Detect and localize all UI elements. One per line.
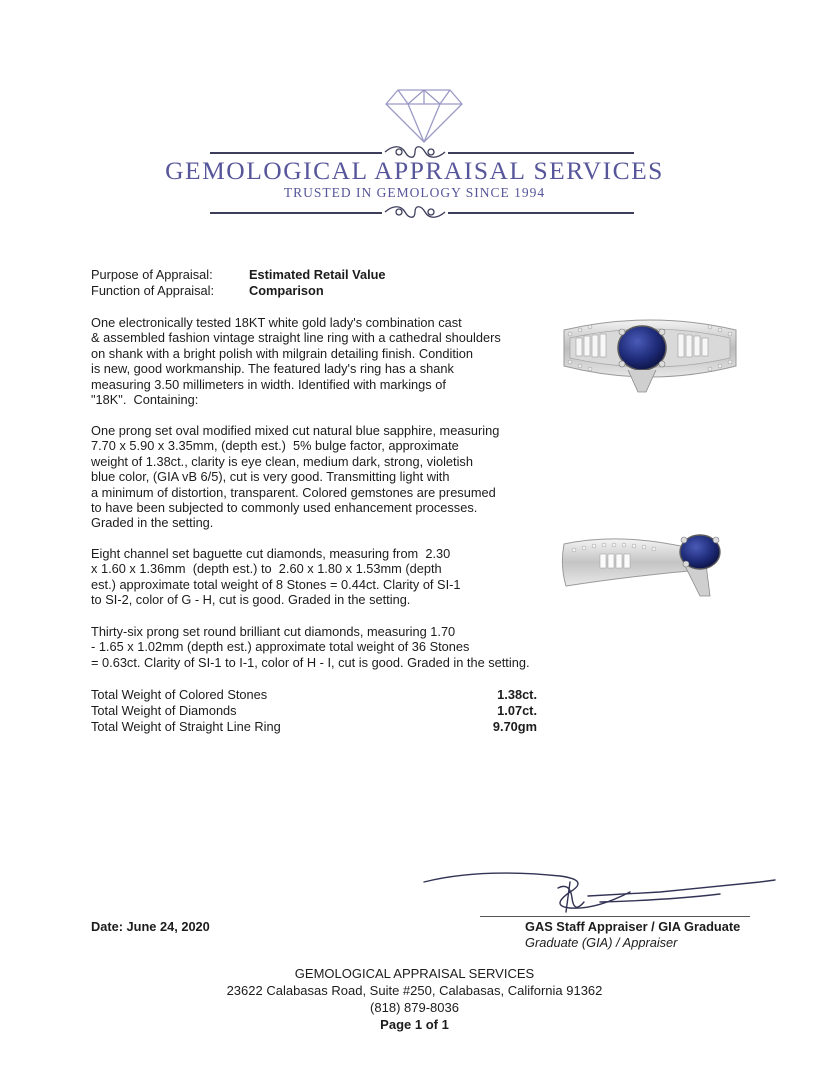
description-paragraph-sapphire (91, 423, 499, 531)
purpose-label: Purpose of Appraisal: (91, 267, 213, 282)
description-paragraph-rounds (91, 624, 530, 670)
appraiser-title: GAS Staff Appraiser / GIA Graduate (525, 919, 741, 934)
paragraph-line: & assembled fashion vintage straight line ring with a cathedral shoulders (91, 330, 501, 346)
signature-underline (480, 916, 750, 917)
paragraph-line: blue color, (GIA vB 6/5), cut is very good. Transmitting light with (91, 469, 450, 485)
paragraph-line: weight of 1.38ct., clarity is eye clean, medium dark, strong, violetish (91, 453, 473, 469)
appraiser-subtitle: Graduate (GIA) / Appraiser (525, 935, 678, 950)
totals-diamonds-value: 1.07ct. (497, 703, 537, 718)
company-logo-title: GEMOLOGICAL APPRAISAL SERVICES (165, 156, 664, 185)
logo-bottom-rule-right (448, 212, 634, 214)
page-number: Page 1 of 1 (380, 1017, 449, 1032)
diamond-logo-icon (384, 88, 464, 144)
paragraph-line: to have been subjected to commonly used enhancement processes. (91, 500, 478, 516)
function-value: Comparison (249, 283, 324, 298)
description-paragraph-ring (91, 315, 501, 407)
totals-ring-weight-value: 9.70gm (492, 719, 537, 734)
description-paragraph-baguettes (91, 546, 461, 608)
footer-phone: (818) 879-8036 (370, 1000, 459, 1015)
paragraph-line: on shank with a bright polish with milgrain detailing finish. Condition (91, 345, 473, 361)
paragraph-line: = 0.63ct. Clarity of SI-1 to I-1, color of H - I, cut is good. Graded in the setting. (91, 654, 530, 670)
paragraph-line: - 1.65 x 1.02mm (depth est.) approximate total weight of 36 Stones (91, 639, 470, 655)
ring-photo-side (560, 530, 740, 598)
ring-photo-front (560, 308, 740, 400)
logo-bottom-rule-left (210, 212, 382, 214)
footer-address: 23622 Calabasas Road, Suite #250, Calabasas, California 91362 (226, 983, 603, 998)
paragraph-line: est.) approximate total weight of 8 Stones = 0.44ct. Clarity of SI-1 (91, 576, 461, 592)
paragraph-line: x 1.60 x 1.36mm (depth est.) to 2.60 x 1.80 x 1.53mm (depth (91, 561, 442, 577)
function-label: Function of Appraisal: (91, 283, 215, 298)
totals-colored-stones-value: 1.38ct. (497, 687, 537, 702)
totals-colored-stones-label: Total Weight of Colored Stones (91, 687, 268, 702)
paragraph-line: Thirty-six prong set round brilliant cut diamonds, measuring 1.70 (91, 624, 456, 639)
company-logo-tagline: TRUSTED IN GEMOLOGY SINCE 1994 (283, 185, 546, 200)
paragraph-line: One electronically tested 18KT white gold lady's combination cast (91, 315, 462, 330)
totals-ring-weight-label: Total Weight of Straight Line Ring (91, 719, 281, 734)
logo-top-rule-left (210, 152, 382, 154)
appraisal-date: Date: June 24, 2020 (91, 919, 210, 934)
footer-company: GEMOLOGICAL APPRAISAL SERVICES (294, 966, 535, 981)
paragraph-line: a minimum of distortion, transparent. Colored gemstones are presumed (91, 484, 496, 500)
purpose-value: Estimated Retail Value (249, 267, 386, 282)
paragraph-line: is new, good workmanship. The featured lady's ring has a shank (91, 361, 454, 377)
ornament-flourish-icon (383, 203, 447, 221)
appraiser-signature (420, 862, 780, 922)
paragraph-line: Graded in the setting. (91, 515, 214, 531)
paragraph-line: Eight channel set baguette cut diamonds, measuring from 2.30 (91, 546, 451, 561)
totals-diamonds-label: Total Weight of Diamonds (91, 703, 237, 718)
paragraph-line: measuring 3.50 millimeters in width. Identified with markings of (91, 376, 446, 392)
paragraph-line: 7.70 x 5.90 x 3.35mm, (depth est.) 5% bulge factor, approximate (91, 438, 459, 454)
paragraph-line: One prong set oval modified mixed cut natural blue sapphire, measuring (91, 423, 500, 438)
logo-top-rule-right (448, 152, 634, 154)
paragraph-line: to SI-2, color of G - H, cut is good. Graded in the setting. (91, 592, 411, 608)
paragraph-line: "18K". Containing: (91, 392, 199, 408)
